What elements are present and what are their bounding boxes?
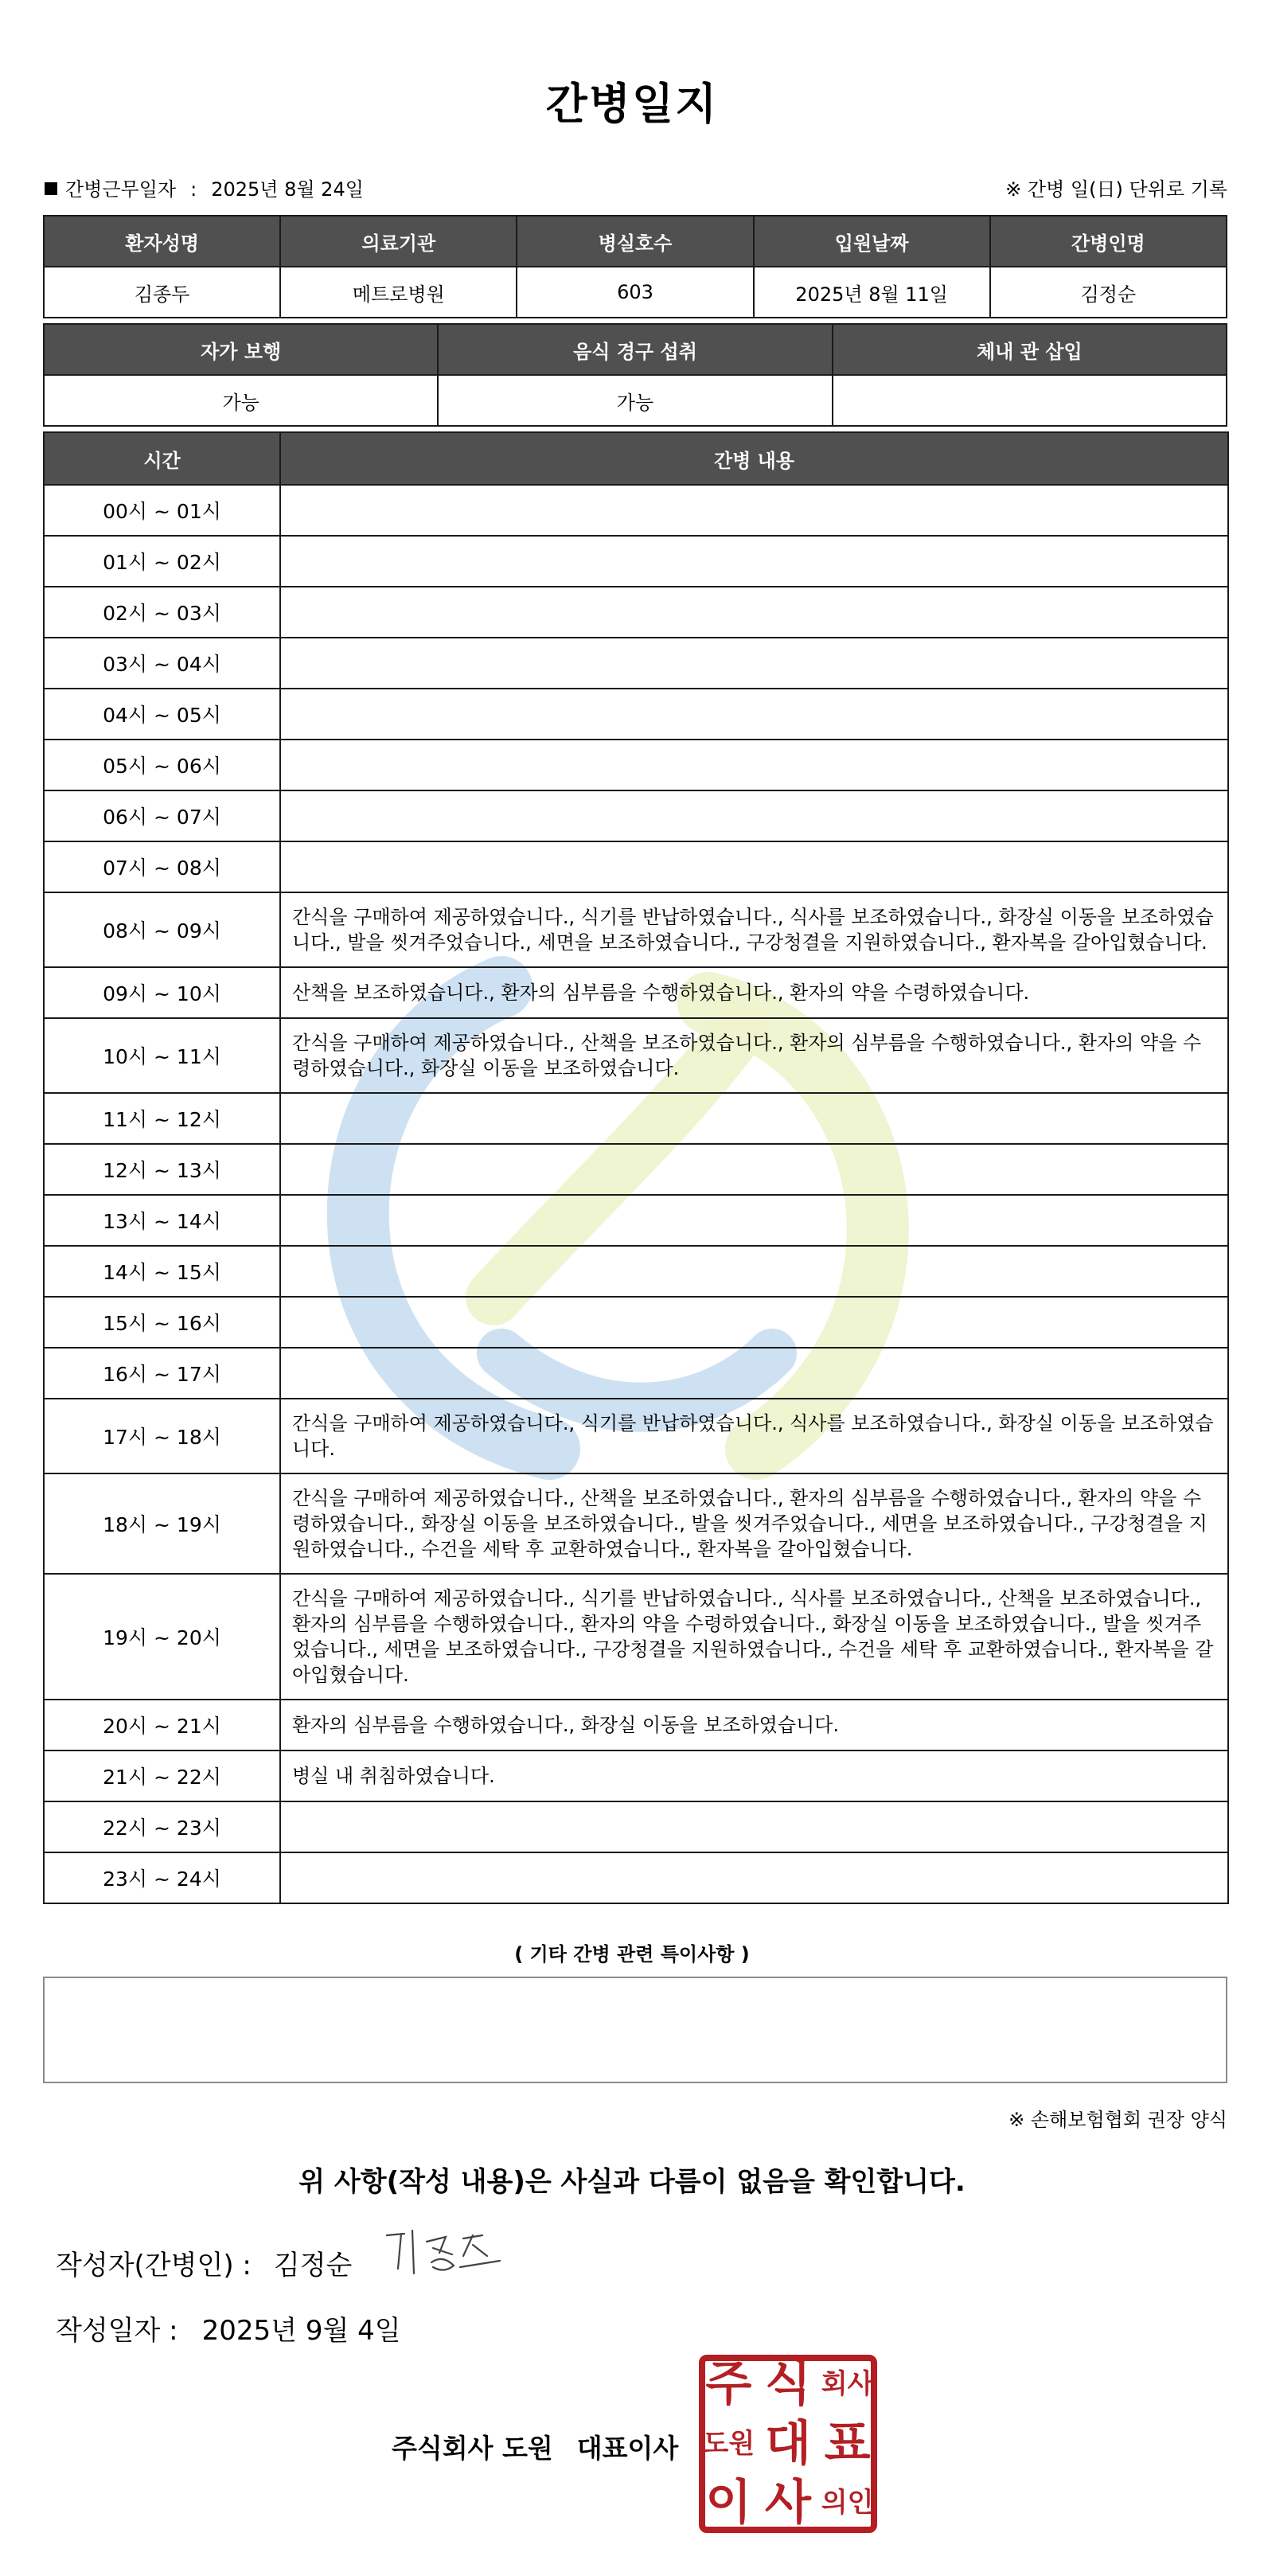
write-date-line — [56, 2309, 401, 2348]
care-content — [280, 841, 1228, 892]
time-slot: 00시 ~ 01시 — [44, 485, 280, 536]
recommend-note: ※ 손해보험협회 권장 양식 — [1008, 2109, 1227, 2131]
care-content — [280, 1852, 1228, 1903]
seal-character: 회사 — [821, 2368, 874, 2400]
time-slot: 11시 ~ 12시 — [44, 1093, 280, 1144]
time-slot: 13시 ~ 14시 — [44, 1195, 280, 1246]
company-name: 주식회사 도원 — [392, 2433, 553, 2464]
time-slot: 03시 ~ 04시 — [44, 638, 280, 689]
care-log-row — [44, 1348, 1228, 1399]
time-slot: 10시 ~ 11시 — [44, 1018, 280, 1093]
header-caregiver-name: 간병인명 — [990, 216, 1227, 267]
admission-date-value: 2025년 8월 11일 — [754, 267, 990, 318]
care-content — [280, 638, 1228, 689]
seal-character: 표 — [824, 2415, 871, 2472]
care-log-row — [44, 485, 1228, 536]
time-slot: 08시 ~ 09시 — [44, 892, 280, 967]
time-slot: 04시 ~ 05시 — [44, 689, 280, 740]
work-date-line — [45, 174, 364, 201]
caregiver-name-value: 김정순 — [990, 267, 1227, 318]
care-content: 간식을 구매하여 제공하였습니다., 식기를 반납하였습니다., 식사를 보조하였습니다., 산책을 보조하였습니다., 환자의 심부름을 수행하였습니다., 환자의 약을 수령하였습니다., 화장실 이동을 보조하였습니다., 발을 씻겨주었습니다., 세면을 보조하였습니다., 구강청결을 지원하였습니다., 수건을 세탁 후 교환하였습니다., 환자복을 갈아입혔습니다. — [280, 1574, 1228, 1700]
care-content — [280, 1801, 1228, 1852]
care-log-row — [44, 1700, 1228, 1751]
company-line — [392, 2428, 678, 2465]
care-log-row — [44, 1852, 1228, 1903]
ability-value-row — [44, 375, 1227, 426]
care-content: 환자의 심부름을 수행하였습니다., 화장실 이동을 보조하였습니다. — [280, 1700, 1228, 1751]
patient-name-value: 김종두 — [44, 267, 280, 318]
self-walking-value: 가능 — [44, 375, 438, 426]
care-content — [280, 689, 1228, 740]
time-slot: 23시 ~ 24시 — [44, 1852, 280, 1903]
header-self-walking: 자가 보행 — [44, 324, 438, 375]
author-label: 작성자(간병인) : — [56, 2250, 252, 2281]
care-log-row — [44, 1801, 1228, 1852]
time-slot: 01시 ~ 02시 — [44, 536, 280, 587]
header-room-number: 병실호수 — [517, 216, 753, 267]
care-content — [280, 1144, 1228, 1195]
care-log-row — [44, 790, 1228, 841]
time-slot: 18시 ~ 19시 — [44, 1473, 280, 1574]
care-log-row — [44, 1473, 1228, 1574]
care-log-row — [44, 841, 1228, 892]
care-log-row — [44, 1144, 1228, 1195]
care-content — [280, 790, 1228, 841]
seal-character: 도원 — [702, 2427, 755, 2460]
care-content — [280, 485, 1228, 536]
time-slot: 19시 ~ 20시 — [44, 1574, 280, 1700]
care-content: 간식을 구매하여 제공하였습니다., 산책을 보조하였습니다., 환자의 심부름을 수행하였습니다., 환자의 약을 수령하였습니다., 화장실 이동을 보조하였습니다. — [280, 1018, 1228, 1093]
care-log-header-row — [44, 432, 1228, 485]
seal-character: 의인 — [821, 2487, 874, 2519]
header-oral-intake: 음식 경구 섭취 — [438, 324, 832, 375]
care-content: 병실 내 취침하였습니다. — [280, 1751, 1228, 1801]
room-number-value: 603 — [517, 267, 753, 318]
patient-info-value-row — [44, 267, 1227, 318]
care-log-row — [44, 892, 1228, 967]
handwritten-signature — [380, 2221, 516, 2285]
care-content: 간식을 구매하여 제공하였습니다., 식기를 반납하였습니다., 식사를 보조하였습니다., 화장실 이동을 보조하였습니다., 발을 씻겨주었습니다., 세면을 보조하였습니다., 구강청결을 지원하였습니다., 환자복을 갈아입혔습니다. — [280, 892, 1228, 967]
care-log-body — [44, 485, 1228, 1903]
page-title: 간병일지 — [545, 79, 719, 129]
work-date-value: 2025년 8월 24일 — [211, 178, 364, 201]
time-slot: 07시 ~ 08시 — [44, 841, 280, 892]
time-slot: 21시 ~ 22시 — [44, 1751, 280, 1801]
seal-character: 식 — [765, 2356, 811, 2412]
seal-characters — [699, 2355, 877, 2533]
care-content — [280, 1246, 1228, 1297]
seal-character: 대 — [765, 2415, 811, 2472]
care-log-row — [44, 967, 1228, 1018]
care-log-row — [44, 1297, 1228, 1348]
representative-title: 대표이사 — [576, 2433, 679, 2464]
header-care-content: 간병 내용 — [280, 432, 1228, 485]
special-notes-box — [43, 1977, 1227, 2083]
care-log-row — [44, 1195, 1228, 1246]
care-log-row — [44, 740, 1228, 790]
confirmation-statement: 위 사항(작성 내용)은 사실과 다름이 없음을 확인합니다. — [298, 2166, 966, 2198]
header-patient-name: 환자성명 — [44, 216, 280, 267]
unit-note: ※ 간병 일(日) 단위로 기록 — [1005, 178, 1227, 201]
ability-header-row — [44, 324, 1227, 375]
oral-intake-value: 가능 — [438, 375, 832, 426]
time-slot: 09시 ~ 10시 — [44, 967, 280, 1018]
header-admission-date: 입원날짜 — [754, 216, 990, 267]
time-slot: 20시 ~ 21시 — [44, 1700, 280, 1751]
write-date-value: 2025년 9월 4일 — [201, 2315, 401, 2347]
header-time: 시간 — [44, 432, 280, 485]
care-content — [280, 1348, 1228, 1399]
notes-title: ( 기타 간병 관련 특이사항 ) — [514, 1943, 750, 1965]
time-slot: 22시 ~ 23시 — [44, 1801, 280, 1852]
time-slot: 14시 ~ 15시 — [44, 1246, 280, 1297]
care-log-row — [44, 638, 1228, 689]
care-content — [280, 740, 1228, 790]
care-content — [280, 1195, 1228, 1246]
header-hospital: 의료기관 — [280, 216, 517, 267]
seal-character: 이 — [705, 2475, 752, 2531]
time-slot: 05시 ~ 06시 — [44, 740, 280, 790]
care-content: 간식을 구매하여 제공하였습니다., 산책을 보조하였습니다., 환자의 심부름을 수행하였습니다., 환자의 약을 수령하였습니다., 화장실 이동을 보조하였습니다., 발을 씻겨주었습니다., 세면을 보조하였습니다., 구강청결을 지원하였습니다., 수건을 세탁 후 교환하였습니다., 환자복을 갈아입혔습니다. — [280, 1473, 1228, 1574]
patient-info-table — [43, 215, 1227, 318]
care-log-table — [43, 431, 1229, 1904]
time-slot: 17시 ~ 18시 — [44, 1399, 280, 1473]
header-tube-insertion: 체내 관 삽입 — [833, 324, 1227, 375]
work-date-separator: : — [190, 178, 197, 201]
care-log-row — [44, 689, 1228, 740]
time-slot: 16시 ~ 17시 — [44, 1348, 280, 1399]
care-log-row — [44, 1574, 1228, 1700]
author-name: 김정순 — [273, 2250, 353, 2281]
care-log-row — [44, 1018, 1228, 1093]
care-log-row — [44, 536, 1228, 587]
work-date-label: 간병근무일자 — [65, 178, 177, 201]
care-content: 간식을 구매하여 제공하였습니다., 식기를 반납하였습니다., 식사를 보조하였습니다., 화장실 이동을 보조하였습니다. — [280, 1399, 1228, 1473]
care-content: 산책을 보조하였습니다., 환자의 심부름을 수행하였습니다., 환자의 약을 수령하였습니다. — [280, 967, 1228, 1018]
time-slot: 06시 ~ 07시 — [44, 790, 280, 841]
write-date-label: 작성일자 : — [56, 2315, 178, 2347]
care-log-row — [44, 1246, 1228, 1297]
care-log-row — [44, 1093, 1228, 1144]
care-content — [280, 1093, 1228, 1144]
care-log-row — [44, 1751, 1228, 1801]
care-content — [280, 1297, 1228, 1348]
care-content — [280, 536, 1228, 587]
company-seal — [699, 2355, 877, 2533]
patient-info-header-row — [44, 216, 1227, 267]
care-content — [280, 587, 1228, 638]
hospital-value: 메트로병원 — [280, 267, 517, 318]
ability-table — [43, 323, 1227, 427]
time-slot: 02시 ~ 03시 — [44, 587, 280, 638]
tube-insertion-value — [833, 375, 1227, 426]
seal-character: 주 — [705, 2356, 752, 2412]
time-slot: 12시 ~ 13시 — [44, 1144, 280, 1195]
square-bullet-icon — [45, 182, 57, 195]
seal-character: 사 — [765, 2475, 811, 2531]
care-log-row — [44, 1399, 1228, 1473]
author-line — [56, 2243, 352, 2282]
care-log-row — [44, 587, 1228, 638]
time-slot: 15시 ~ 16시 — [44, 1297, 280, 1348]
